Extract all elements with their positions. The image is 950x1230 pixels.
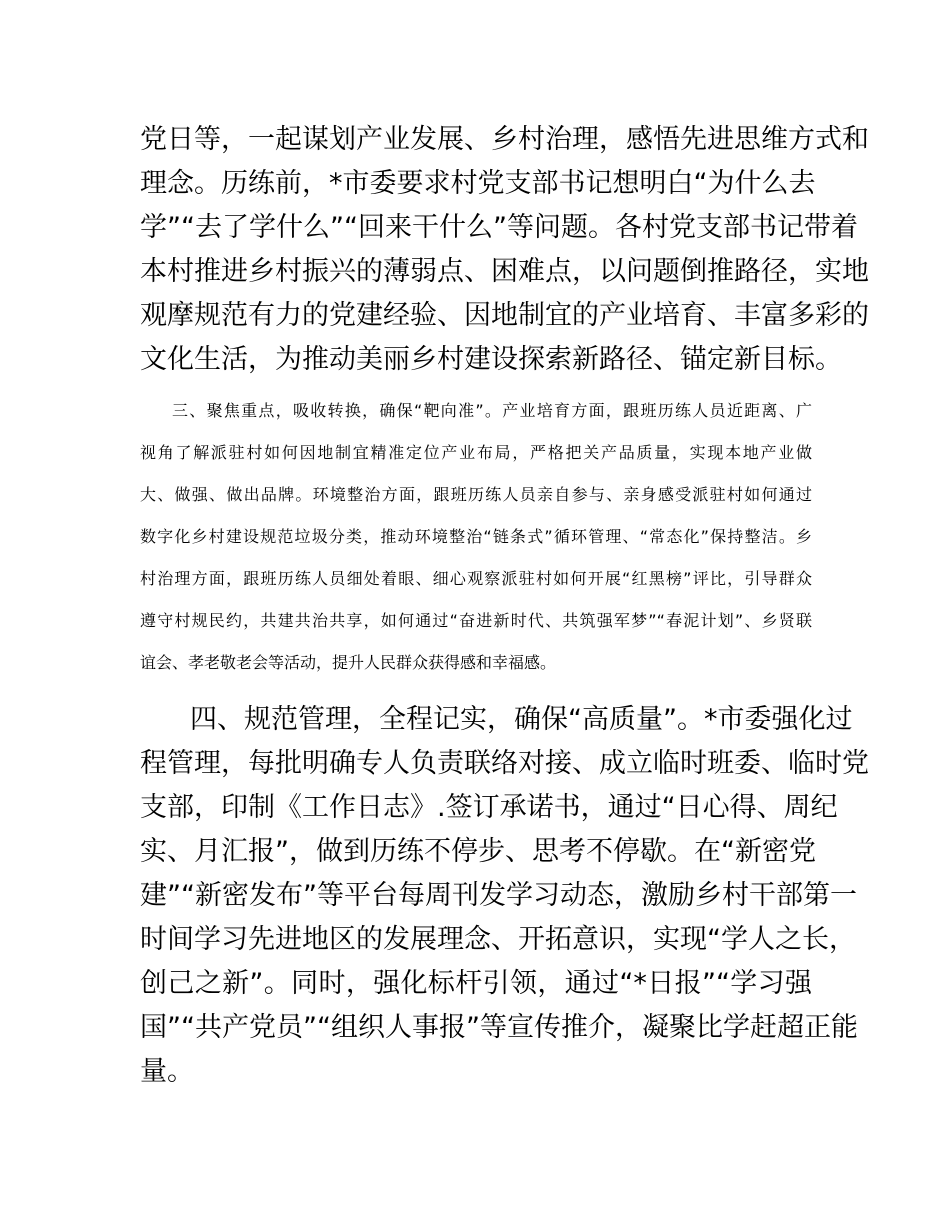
paragraph-3-line: 国”“共产党员”“组织人事报”等宣传推介，凝聚比学赶超正能	[140, 1012, 858, 1043]
paragraph-2-line: 谊会、孝老敬老会等活动，提升人民群众获得感和幸福感。	[140, 653, 557, 672]
paragraph-3-line: 量。	[140, 1056, 194, 1087]
paragraph-2-line: 视角了解派驻村如何因地制宜精准定位产业布局，严格把关产品质量，实现本地产业做	[140, 443, 812, 462]
paragraph-2-line: 三、聚焦重点，吸收转换，确保“靶向准”。产业培育方面，跟班历练人员近距离、广	[172, 401, 812, 420]
paragraph-1-line: 文化生活，为推动美丽乡村建设探索新路径、锚定新目标。	[140, 344, 842, 375]
paragraph-1-line: 理念。历练前，*市委要求村党支部书记想明白“为什么去	[140, 168, 816, 199]
paragraph-3-line: 时间学习先进地区的发展理念、开拓意识，实现“学人之长，	[140, 924, 856, 955]
paragraph-2-line: 数字化乡村建设规范垃圾分类，推动环境整治“链条式”循环管理、“常态化”保持整洁。乡	[140, 527, 812, 546]
paragraph-1-line: 学”“去了学什么”“回来干什么”等问题。各村党支部书记带着	[140, 212, 858, 243]
paragraph-3-line: 实、月汇报”，做到历练不停步、思考不停歇。在“新密党	[140, 836, 816, 867]
paragraph-3-line: 支部，印制《工作日志》.签订承诺书，通过“日心得、周纪	[140, 792, 838, 823]
paragraph-1-line: 观摩规范有力的党建经验、因地制宜的产业培育、丰富多彩的	[140, 300, 869, 331]
paragraph-1-line: 党日等，一起谋划产业发展、乡村治理，感悟先进思维方式和	[140, 124, 869, 155]
paragraph-1-line: 本村推进乡村振兴的薄弱点、困难点，以问题倒推路径，实地	[140, 256, 869, 287]
paragraph-2-line: 遵守村规民约，共建共治共享，如何通过“奋进新时代、共筑强军梦”“春泥计划”、乡贤联	[140, 611, 812, 630]
paragraph-2-line: 大、做强、做出品牌。环境整治方面，跟班历练人员亲自参与、亲身感受派驻村如何通过	[140, 485, 812, 504]
paragraph-2-line: 村治理方面，跟班历练人员细处着眼、细心观察派驻村如何开展“红黑榜”评比，引导群众	[140, 569, 812, 588]
paragraph-3-line: 创己之新”。同时，强化标杆引领，通过“*日报”“学习强	[140, 968, 812, 999]
paragraph-3-line: 四、规范管理，全程记实，确保“高质量”。*市委强化过	[190, 704, 853, 735]
paragraph-3-line: 建”“新密发布”等平台每周刊发学习动态，激励乡村干部第一	[140, 880, 857, 911]
paragraph-3-line: 程管理，每批明确专人负责联络对接、成立临时班委、临时党	[140, 748, 869, 779]
